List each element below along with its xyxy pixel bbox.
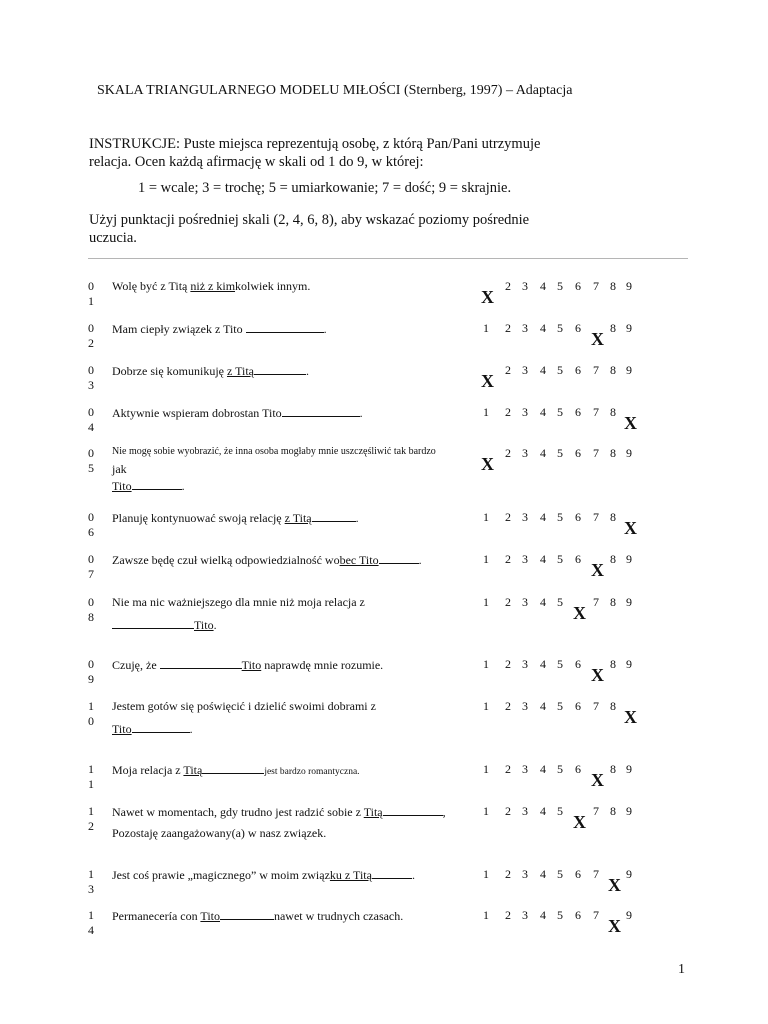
- rating-option-7[interactable]: 7: [593, 363, 599, 377]
- selected-rating-mark[interactable]: X: [481, 287, 494, 307]
- fill-in-blank: [383, 804, 443, 816]
- rating-option-5[interactable]: 5: [557, 595, 563, 609]
- rating-option-8[interactable]: 8: [610, 657, 616, 671]
- rating-option-4[interactable]: 4: [540, 762, 546, 776]
- rating-option-4[interactable]: 4: [540, 657, 546, 671]
- instructions-line-1: INSTRUKCJE: Puste miejsca reprezentują osobę, z którą Pan/Pani utrzymuje: [89, 136, 541, 152]
- rating-option-8[interactable]: 8: [610, 405, 616, 419]
- rating-option-9[interactable]: 9: [626, 657, 632, 671]
- item-number-digit: 0: [88, 446, 94, 460]
- statement-text: jak: [112, 462, 127, 476]
- statement-text: Permanecería con: [112, 909, 201, 923]
- item-number-digit: 0: [88, 714, 94, 728]
- statement-text: Tito: [194, 618, 214, 632]
- fill-in-blank: [379, 552, 419, 564]
- rating-option-8[interactable]: 8: [610, 321, 616, 335]
- statement-text: .: [418, 553, 422, 567]
- statement-text: Zawsze będę czuł wielką odpowiedzialność wo: [112, 553, 340, 567]
- rating-option-4[interactable]: 4: [540, 321, 546, 335]
- rating-option-2[interactable]: 2: [505, 595, 511, 609]
- rating-option-8[interactable]: 8: [610, 595, 616, 609]
- selected-rating-mark[interactable]: X: [481, 454, 494, 474]
- rating-option-5[interactable]: 5: [557, 699, 563, 713]
- statement-text: Pozostaję zaangażowany(a) w nasz związek.: [112, 826, 327, 840]
- item-number-digit: 4: [88, 420, 94, 434]
- item-number-digit: 3: [88, 378, 94, 392]
- item-number-digit: 0: [88, 321, 94, 335]
- statement-text: Tito: [200, 909, 220, 923]
- statement-line: [112, 867, 415, 883]
- statement-line: [112, 595, 365, 610]
- rating-option-3[interactable]: 3: [522, 804, 528, 818]
- item-number-digit: 1: [88, 699, 94, 713]
- rating-option-1[interactable]: 1: [483, 762, 489, 776]
- instructions-line-3: Użyj punktacji pośredniej skali (2, 4, 6, 8), aby wskazać poziomy pośrednie: [89, 212, 530, 228]
- rating-option-7[interactable]: 7: [593, 867, 599, 881]
- rating-option-8[interactable]: 8: [610, 699, 616, 713]
- rating-option-2[interactable]: 2: [505, 321, 511, 335]
- rating-option-3[interactable]: 3: [522, 446, 528, 460]
- rating-option-6[interactable]: 6: [575, 510, 581, 524]
- rating-option-9[interactable]: 9: [626, 595, 632, 609]
- rating-option-5[interactable]: 5: [557, 510, 563, 524]
- instructions-line-4: uczucia.: [89, 230, 137, 246]
- selected-rating-mark[interactable]: X: [624, 518, 637, 538]
- rating-option-4[interactable]: 4: [540, 405, 546, 419]
- rating-option-6[interactable]: 6: [575, 321, 581, 335]
- statement-text: Aktywnie wspieram dobrostan Tito: [112, 406, 282, 420]
- item-number: [88, 321, 100, 351]
- fill-in-blank: [112, 617, 194, 629]
- statement-text: Planuję kontynuować swoją relację: [112, 511, 285, 525]
- statement-text: naprawdę mnie rozumie.: [261, 658, 384, 672]
- fill-in-blank: [282, 405, 360, 417]
- rating-option-4[interactable]: 4: [540, 446, 546, 460]
- fill-in-blank: [372, 867, 412, 879]
- rating-option-3[interactable]: 3: [522, 279, 528, 293]
- rating-option-3[interactable]: 3: [522, 363, 528, 377]
- item-number: [88, 867, 100, 897]
- item-number-digit: 0: [88, 657, 94, 671]
- item-number: [88, 804, 100, 834]
- statement-text: Nie mogę sobie wyobrazić, że inna osoba mogłaby mnie uszczęśliwić tak bardzo: [112, 446, 436, 457]
- fill-in-blank: [132, 721, 190, 733]
- rating-option-9[interactable]: 9: [626, 363, 632, 377]
- item-number-digit: 3: [88, 882, 94, 896]
- fill-in-blank: [220, 908, 274, 920]
- rating-option-2[interactable]: 2: [505, 510, 511, 524]
- rating-option-3[interactable]: 3: [522, 510, 528, 524]
- rating-option-7[interactable]: 7: [593, 279, 599, 293]
- rating-option-5[interactable]: 5: [557, 762, 563, 776]
- statement-continuation: [112, 617, 217, 633]
- rating-option-1[interactable]: 1: [483, 405, 489, 419]
- rating-option-6[interactable]: 6: [575, 699, 581, 713]
- statement-text: Moja relacja z: [112, 763, 184, 777]
- item-number-digit: 1: [88, 777, 94, 791]
- rating-option-9[interactable]: 9: [626, 446, 632, 460]
- rating-option-6[interactable]: 6: [575, 446, 581, 460]
- rating-option-1[interactable]: 1: [483, 510, 489, 524]
- item-number-digit: 9: [88, 672, 94, 686]
- statement-line: [112, 510, 359, 526]
- item-number: [88, 279, 100, 309]
- item-number: [88, 510, 100, 540]
- rating-option-6[interactable]: 6: [575, 762, 581, 776]
- rating-option-3[interactable]: 3: [522, 657, 528, 671]
- item-number-digit: 1: [88, 294, 94, 308]
- statement-line: [112, 908, 403, 924]
- statement-text: bec Tito: [339, 553, 379, 567]
- item-number: [88, 552, 100, 582]
- statement-line: [112, 446, 436, 457]
- scale-legend: 1 = wcale; 3 = trochę; 5 = umiarkowanie; 7 = dość; 9 = skrajnie.: [138, 180, 512, 196]
- rating-option-6[interactable]: 6: [575, 405, 581, 419]
- rating-option-2[interactable]: 2: [505, 804, 511, 818]
- selected-rating-mark[interactable]: X: [591, 665, 604, 685]
- item-number-digit: 0: [88, 363, 94, 377]
- statement-text: z Titą: [226, 364, 254, 378]
- rating-option-9[interactable]: 9: [626, 279, 632, 293]
- statement-line: [112, 363, 309, 379]
- rating-option-3[interactable]: 3: [522, 699, 528, 713]
- rating-option-8[interactable]: 8: [610, 762, 616, 776]
- rating-option-6[interactable]: 6: [575, 363, 581, 377]
- rating-option-2[interactable]: 2: [505, 363, 511, 377]
- rating-option-3[interactable]: 3: [522, 762, 528, 776]
- rating-option-5[interactable]: 5: [557, 657, 563, 671]
- rating-option-5[interactable]: 5: [557, 405, 563, 419]
- selected-rating-mark[interactable]: X: [608, 875, 621, 895]
- item-number-digit: 0: [88, 595, 94, 609]
- rating-option-2[interactable]: 2: [505, 279, 511, 293]
- statement-line: [112, 405, 363, 421]
- statement-text: Dobrze się komunikuję: [112, 364, 227, 378]
- rating-option-1[interactable]: 1: [483, 699, 489, 713]
- statement-text: .: [359, 406, 363, 420]
- item-number-digit: 0: [88, 405, 94, 419]
- item-number: [88, 762, 100, 792]
- item-number: [88, 657, 100, 687]
- item-number-digit: 0: [88, 552, 94, 566]
- statement-line: [112, 804, 446, 820]
- statement-text: Titą: [363, 805, 383, 819]
- rating-option-2[interactable]: 2: [505, 657, 511, 671]
- statement-line: [112, 657, 383, 673]
- statement-text: .: [306, 364, 309, 378]
- item-number-digit: 5: [88, 461, 94, 475]
- item-number: [88, 595, 100, 625]
- statement-text: .: [323, 322, 327, 336]
- item-number-digit: 2: [88, 336, 94, 350]
- selected-rating-mark[interactable]: X: [481, 371, 494, 391]
- item-number: [88, 405, 100, 435]
- statement-text: .: [213, 618, 217, 632]
- rating-option-8[interactable]: 8: [610, 552, 616, 566]
- rating-option-1[interactable]: 1: [483, 552, 489, 566]
- statement-line: [112, 279, 310, 294]
- rating-option-2[interactable]: 2: [505, 908, 511, 922]
- statement-text: .: [181, 479, 185, 493]
- rating-option-2[interactable]: 2: [505, 867, 511, 881]
- rating-option-9[interactable]: 9: [626, 321, 632, 335]
- selected-rating-mark[interactable]: X: [608, 916, 621, 936]
- item-number-digit: 0: [88, 279, 94, 293]
- fill-in-blank: [160, 657, 242, 669]
- item-number: [88, 363, 100, 393]
- rating-option-5[interactable]: 5: [557, 552, 563, 566]
- item-number-digit: 1: [88, 867, 94, 881]
- statement-text: Tito: [112, 479, 132, 493]
- statement-text: jest bardzo romantyczna.: [264, 767, 360, 777]
- statement-text: Tito: [241, 658, 262, 672]
- rating-option-8[interactable]: 8: [610, 279, 616, 293]
- selected-rating-mark[interactable]: X: [591, 770, 604, 790]
- statement-text: kolwiek innym.: [235, 279, 311, 293]
- document-title: SKALA TRIANGULARNEGO MODELU MIŁOŚCI (Sternberg, 1997) – Adaptacja: [97, 83, 573, 98]
- fill-in-blank: [254, 363, 306, 375]
- selected-rating-mark[interactable]: X: [591, 329, 604, 349]
- rating-option-4[interactable]: 4: [540, 552, 546, 566]
- rating-option-8[interactable]: 8: [610, 446, 616, 460]
- fill-in-blank: [132, 478, 182, 490]
- rating-option-8[interactable]: 8: [610, 510, 616, 524]
- rating-option-1[interactable]: 1: [483, 321, 489, 335]
- statement-continuation: [112, 721, 193, 737]
- rating-option-4[interactable]: 4: [540, 867, 546, 881]
- item-number-digit: 0: [88, 510, 94, 524]
- rating-option-6[interactable]: 6: [575, 279, 581, 293]
- statement-line: [112, 552, 422, 568]
- statement-text: Jest coś prawie „magicznego” w moim związ: [112, 868, 330, 882]
- rating-option-7[interactable]: 7: [593, 405, 599, 419]
- rating-option-6[interactable]: 6: [575, 552, 581, 566]
- rating-option-2[interactable]: 2: [505, 446, 511, 460]
- rating-option-7[interactable]: 7: [593, 699, 599, 713]
- statement-continuation: [112, 462, 127, 477]
- rating-option-2[interactable]: 2: [505, 405, 511, 419]
- rating-option-3[interactable]: 3: [522, 405, 528, 419]
- rating-option-5[interactable]: 5: [557, 804, 563, 818]
- statement-text: ,: [442, 805, 446, 819]
- rating-option-6[interactable]: 6: [575, 908, 581, 922]
- divider-line: [88, 258, 688, 259]
- rating-option-5[interactable]: 5: [557, 908, 563, 922]
- statement-text: .: [355, 511, 359, 525]
- rating-option-1[interactable]: 1: [483, 804, 489, 818]
- statement-text: Nawet w momentach, gdy trudno jest radzić sobie z: [112, 805, 364, 819]
- statement-text: nawet w trudnych czasach.: [273, 909, 404, 923]
- rating-option-4[interactable]: 4: [540, 908, 546, 922]
- rating-option-9[interactable]: 9: [626, 908, 632, 922]
- rating-option-7[interactable]: 7: [593, 908, 599, 922]
- rating-option-2[interactable]: 2: [505, 552, 511, 566]
- rating-option-9[interactable]: 9: [626, 867, 632, 881]
- rating-option-3[interactable]: 3: [522, 867, 528, 881]
- selected-rating-mark[interactable]: X: [573, 812, 586, 832]
- selected-rating-mark[interactable]: X: [624, 707, 637, 727]
- selected-rating-mark[interactable]: X: [591, 560, 604, 580]
- rating-option-5[interactable]: 5: [557, 279, 563, 293]
- statement-text: ku z Titą: [329, 868, 372, 882]
- statement-text: Nie ma nic ważniejszego dla mnie niż moja relacja z: [112, 595, 365, 609]
- fill-in-blank: [312, 510, 356, 522]
- item-number-digit: 6: [88, 525, 94, 539]
- item-number: [88, 908, 100, 938]
- rating-option-3[interactable]: 3: [522, 321, 528, 335]
- statement-line: [112, 699, 376, 714]
- rating-option-5[interactable]: 5: [557, 363, 563, 377]
- item-number-digit: 1: [88, 908, 94, 922]
- rating-option-3[interactable]: 3: [522, 595, 528, 609]
- item-number-digit: 7: [88, 567, 94, 581]
- rating-option-7[interactable]: 7: [593, 595, 599, 609]
- statement-text: .: [411, 868, 415, 882]
- rating-option-2[interactable]: 2: [505, 762, 511, 776]
- fill-in-blank: [202, 762, 264, 774]
- rating-option-4[interactable]: 4: [540, 595, 546, 609]
- selected-rating-mark[interactable]: X: [624, 413, 637, 433]
- statement-text: niż z kim: [190, 279, 236, 293]
- item-number-digit: 2: [88, 819, 94, 833]
- rating-option-4[interactable]: 4: [540, 363, 546, 377]
- statement-text: Jestem gotów się poświęcić i dzielić swoimi dobrami z: [112, 699, 376, 713]
- rating-option-7[interactable]: 7: [593, 804, 599, 818]
- rating-option-4[interactable]: 4: [540, 510, 546, 524]
- instructions-line-2: relacja. Ocen każdą afirmację w skali od 1 do 9, w której:: [89, 154, 424, 170]
- rating-option-1[interactable]: 1: [483, 867, 489, 881]
- rating-option-7[interactable]: 7: [593, 446, 599, 460]
- rating-option-5[interactable]: 5: [557, 321, 563, 335]
- item-number-digit: 4: [88, 923, 94, 937]
- item-number-digit: 1: [88, 804, 94, 818]
- item-number-digit: 8: [88, 610, 94, 624]
- statement-text: z Titą: [284, 511, 312, 525]
- statement-text: Wolę być z Titą: [112, 279, 191, 293]
- statement-text: .: [189, 722, 193, 736]
- fill-in-blank: [246, 321, 324, 333]
- statement-text: Titą: [183, 763, 203, 777]
- rating-option-6[interactable]: 6: [575, 867, 581, 881]
- rating-option-9[interactable]: 9: [626, 804, 632, 818]
- rating-option-5[interactable]: 5: [557, 867, 563, 881]
- rating-option-3[interactable]: 3: [522, 908, 528, 922]
- rating-option-4[interactable]: 4: [540, 804, 546, 818]
- statement-continuation: [112, 826, 326, 841]
- statement-text: Tito: [112, 722, 132, 736]
- selected-rating-mark[interactable]: X: [573, 603, 586, 623]
- statement-text: Czuję, że: [112, 658, 160, 672]
- rating-option-2[interactable]: 2: [505, 699, 511, 713]
- rating-option-9[interactable]: 9: [626, 552, 632, 566]
- rating-option-3[interactable]: 3: [522, 552, 528, 566]
- rating-option-8[interactable]: 8: [610, 363, 616, 377]
- rating-option-1[interactable]: 1: [483, 908, 489, 922]
- statement-text: Mam ciepły związek z Tito: [112, 322, 246, 336]
- item-number: [88, 699, 100, 729]
- item-number: [88, 446, 100, 476]
- rating-option-5[interactable]: 5: [557, 446, 563, 460]
- rating-option-8[interactable]: 8: [610, 804, 616, 818]
- statement-continuation: [112, 478, 185, 494]
- statement-line: [112, 762, 360, 778]
- rating-option-1[interactable]: 1: [483, 657, 489, 671]
- statement-line: [112, 321, 327, 337]
- rating-option-4[interactable]: 4: [540, 699, 546, 713]
- page-number: 1: [678, 962, 685, 977]
- rating-option-6[interactable]: 6: [575, 657, 581, 671]
- rating-option-9[interactable]: 9: [626, 762, 632, 776]
- rating-option-1[interactable]: 1: [483, 595, 489, 609]
- rating-option-4[interactable]: 4: [540, 279, 546, 293]
- rating-option-7[interactable]: 7: [593, 510, 599, 524]
- item-number-digit: 1: [88, 762, 94, 776]
